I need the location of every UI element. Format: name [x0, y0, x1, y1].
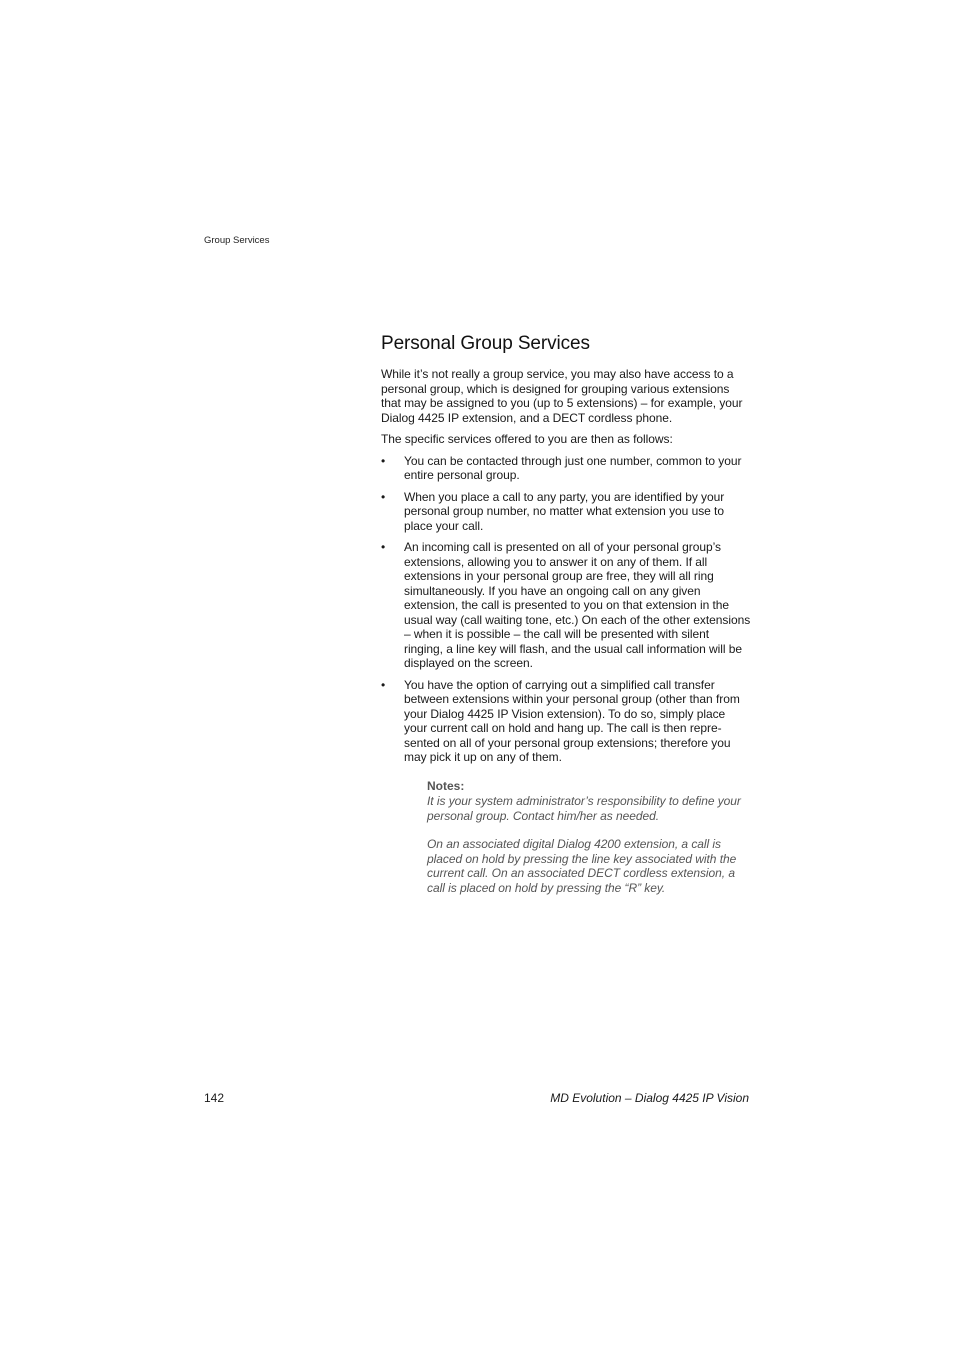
list-item	[381, 540, 751, 671]
main-content	[381, 333, 751, 909]
notes-block	[427, 779, 751, 896]
document-title: MD Evolution – Dialog 4425 IP Vision	[550, 1091, 749, 1105]
note-item: On an associated digital Dialog 4200 extension, a call is placed on hold by pressing the line key associated with the current call. On an associated DECT cordless extension, a call is placed on hold by pressing the “R” key.	[427, 837, 737, 895]
bullet-marker: •	[381, 453, 386, 468]
intro-paragraph: While it’s not really a group service, you may also have access to a personal group, which is designed for grouping various extensions that may be assigned to you (up to 5 extensions) – for example, your Dialog 4425 IP extension, and a DECT cordless phone.	[381, 367, 743, 425]
note-item: It is your system administrator’s responsibility to define your personal group. Contact him/her as needed.	[427, 794, 741, 823]
bullet-marker: •	[381, 677, 386, 692]
running-header: Group Services	[204, 235, 270, 246]
page-number: 142	[204, 1091, 225, 1105]
list-item	[381, 678, 751, 765]
notes-label: Notes:	[427, 778, 465, 793]
list-item-text: You can be contacted through just one number, common to your entire personal group.	[404, 453, 742, 482]
bullet-marker: •	[381, 540, 386, 554]
bullet-marker: •	[381, 489, 386, 504]
lead-paragraph: The specific services offered to you are then as follows:	[381, 432, 673, 446]
list-item	[381, 454, 751, 483]
list-item-text: An incoming call is presented on all of your personal group’s extensions, allowing you to answer it on any of them. If all extensions in your personal group are free, they will all ring simultaneously. If you have an ongoing call on any given extension, the call is presented to you on that extension in the usual way (call waiting tone, etc.) On each of the other extensions – when it is possible – the call will be presented with silent ringing, a line key will flash, and the usual call information will be displayed on the screen.	[404, 540, 751, 670]
section-title: Personal Group Services	[381, 333, 590, 354]
service-list	[381, 454, 751, 765]
list-item-text: When you place a call to any party, you are identified by your personal group number, no matter what extension you use to place your call.	[404, 489, 725, 533]
list-item	[381, 490, 751, 534]
list-item-text: You have the option of carrying out a simplified call transfer between extensions within your personal group (other than from your Dialog 4425 IP Vision extension). To do so, simply place your current call on hold and hang up. The call is then repre-sented on all of your personal group extensions; therefore you may pick it up on any of them.	[404, 677, 740, 764]
